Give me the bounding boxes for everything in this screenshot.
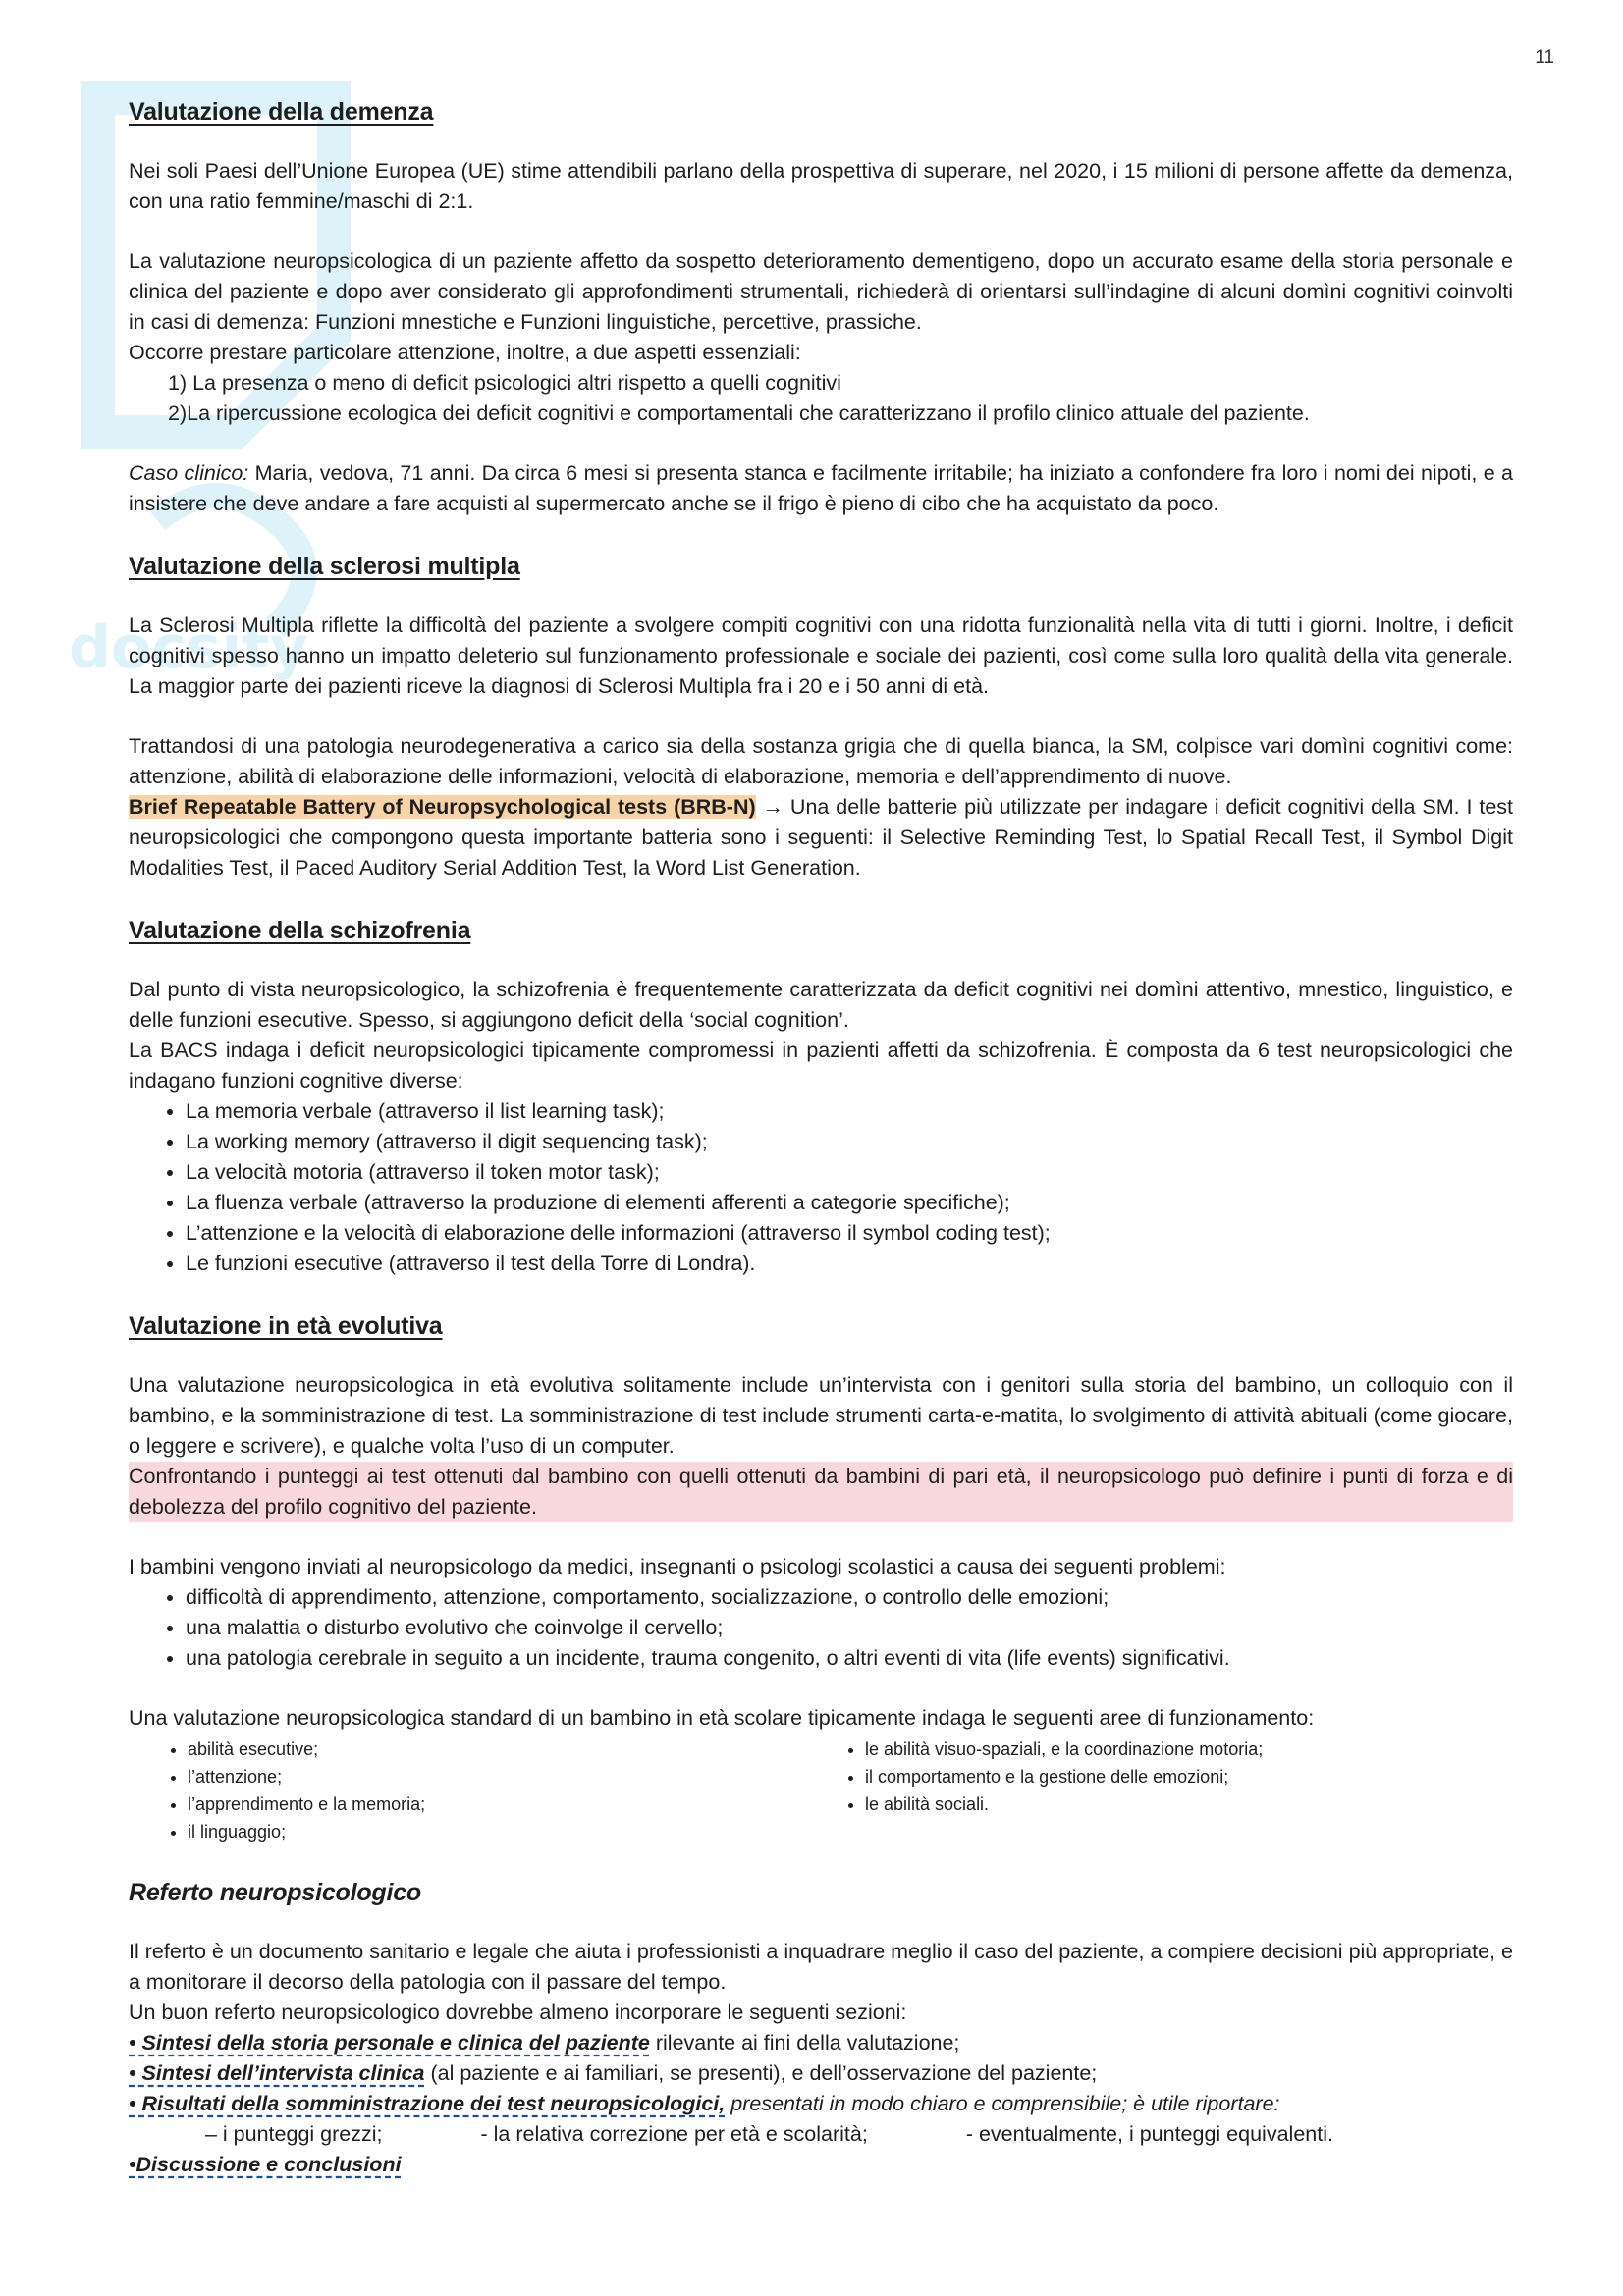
paragraph: Occorre prestare particolare attenzione, inoltre, a due aspetti essenziali: [129, 341, 801, 364]
paragraph: La Sclerosi Multipla riflette la difficoltà del paziente a svolgere compiti cognitivi con una ridotta funzionalità nella vita di tutti i giorni. Inoltre, i deficit cognitivi spesso hanno un impatto deleterio sul funzionamento professionale e sociale dei pazienti, così come sulla loro qualità della vita generale. La maggior parte dei pazienti riceve la diagnosi di Sclerosi Multipla fra i 20 e i 50 anni di età. [129, 614, 1513, 698]
equivalent-scores: - eventualmente, i punteggi equivalenti. [965, 2122, 1333, 2146]
report-item-text: (al paziente e ai familiari, se presenti), e dell’osservazione del paziente; [424, 2061, 1098, 2085]
case-text: Maria, vedova, 71 anni. Da circa 6 mesi si presenta stanca e facilmente irritabile; ha iniziato a confondere fra loro i nomi dei nipoti, e a insistere che deve andare a fare acquisti al supermercato anche se il frigo è pieno di cibo che ha acquistato da poco. [129, 461, 1513, 515]
report-item-title: • Sintesi della storia personale e clinica del paziente [129, 2031, 650, 2055]
report-item-title: •Discussione e conclusioni [129, 2153, 402, 2176]
list-item: • l’apprendimento e la memoria; [188, 1790, 836, 1818]
paragraph: Dal punto di vista neuropsicologico, la schizofrenia è frequentemente caratterizzata da deficit cognitivi nei domìni attentivo, mnestico, linguistico, e delle funzioni esecutive. Spesso, si aggiungono deficit della ‘social cognition’. [129, 978, 1513, 1032]
report-item-text: rilevante ai fini della valutazione; [649, 2031, 960, 2055]
section-dementia [129, 98, 1513, 519]
case-paragraph [129, 458, 1513, 519]
age-correction: - la relativa correzione per età e scolarità; [480, 2122, 868, 2146]
paragraph: La valutazione neuropsicologica di un paziente affetto da sospetto deterioramento dementigeno, dopo un accurato esame della storia personale e clinica del paziente e dopo aver considerato gli approfondimenti strumentali, richiederà di orientarsi sull’indagine di alcuni domìni cognitivi coinvolti in casi di demenza: Funzioni mnestiche e Funzioni linguistiche, percettive, prassiche. [129, 249, 1513, 334]
areas-right-list [836, 1735, 1513, 1845]
list-item: • La fluenza verbale (attraverso la produzione di elementi afferenti a categorie specifiche); [186, 1188, 1513, 1218]
section-title: Valutazione della schizofrenia [129, 917, 471, 944]
report-item-title: • Risultati della somministrazione dei test neuropsicologici, [129, 2092, 726, 2115]
paragraph: Confrontando i punteggi ai test ottenuti dal bambino con quelli ottenuti da bambini di pari età, il neuropsicologo può definire i punti di forza e di debolezza del profilo cognitivo del paziente. [129, 1462, 1513, 1522]
list-item: • le abilità visuo-spaziali, e la coordinazione motoria; [865, 1735, 1513, 1763]
paragraph: Trattandosi di una patologia neurodegenerativa a carico sia della sostanza grigia che di quella bianca, la SM, colpisce vari domìni cognitivi come: attenzione, abilità di elaborazione delle informazioni, velocità di elaborazione, memoria e dell’apprendimento di nuove. [129, 734, 1513, 788]
paragraph: La BACS indaga i deficit neuropsicologici tipicamente compromessi in pazienti affetti da schizofrenia. È composta da 6 test neuropsicologici che indagano funzioni cognitive diverse: [129, 1039, 1513, 1093]
section-schizophrenia [129, 917, 1513, 1279]
section-report [129, 1879, 1513, 2180]
list-item: 2)La ripercussione ecologica dei deficit cognitivi e comportamentali che caratterizzano il profilo clinico attuale del paziente. [168, 401, 1310, 425]
areas-columns [129, 1735, 1513, 1845]
list-item: • l’attenzione; [188, 1763, 836, 1790]
list-item: • il comportamento e la gestione delle emozioni; [865, 1763, 1513, 1790]
document-body [129, 98, 1513, 2214]
section-title: Referto neuropsicologico [129, 1879, 422, 1906]
paragraph: I bambini vengono inviati al neuropsicologo da medici, insegnanti o psicologi scolastici a causa dei seguenti problemi: [129, 1555, 1226, 1578]
list-item: • La velocità motoria (attraverso il token motor task); [186, 1157, 1513, 1188]
problems-list [129, 1582, 1513, 1674]
list-item: • Le funzioni esecutive (attraverso il test della Torre di Londra). [186, 1249, 1513, 1279]
list-item: • difficoltà di apprendimento, attenzione, comportamento, socializzazione, o controllo delle emozioni; [186, 1582, 1513, 1613]
list-item: • La memoria verbale (attraverso il list learning task); [186, 1096, 1513, 1127]
numbered-list [129, 368, 1513, 429]
case-label: Caso clinico: [129, 461, 249, 485]
brbn-paragraph [129, 792, 1513, 883]
section-ms [129, 553, 1513, 883]
report-section-item [129, 2089, 1513, 2119]
report-section-item [129, 2150, 1513, 2180]
list-item: 1) La presenza o meno di deficit psicologici altri rispetto a quelli cognitivi [168, 371, 841, 395]
report-item-text: presentati in modo chiaro e comprensibile; è utile riportare: [725, 2092, 1280, 2115]
watermark-text: docsity [69, 614, 308, 682]
list-item: • La working memory (attraverso il digit sequencing task); [186, 1127, 1513, 1157]
scores-row [129, 2119, 1513, 2150]
page-number: 11 [1535, 47, 1554, 68]
paragraph: Un buon referto neuropsicologico dovrebbe almeno incorporare le seguenti sezioni: [129, 2001, 907, 2024]
report-item-title: • Sintesi dell’intervista clinica [129, 2061, 425, 2085]
report-section-item [129, 2028, 1513, 2058]
section-title: Valutazione in età evolutiva [129, 1312, 443, 1340]
bacs-list [129, 1096, 1513, 1279]
list-item: • L’attenzione e la velocità di elaborazione delle informazioni (attraverso il symbol coding test); [186, 1218, 1513, 1249]
areas-left-list [129, 1735, 836, 1845]
section-title: Valutazione della demenza [129, 98, 434, 126]
section-title: Valutazione della sclerosi multipla [129, 553, 520, 580]
paragraph: Il referto è un documento sanitario e legale che aiuta i professionisti a inquadrare meglio il caso del paziente, a compiere decisioni più appropriate, e a monitorare il decorso della patologia con il passare del tempo. [129, 1940, 1513, 1994]
list-item: • le abilità sociali. [865, 1790, 1513, 1818]
list-item: • abilità esecutive; [188, 1735, 836, 1763]
list-item: • il linguaggio; [188, 1818, 836, 1845]
section-developmental [129, 1312, 1513, 1845]
raw-scores: – i punteggi grezzi; [205, 2122, 383, 2146]
list-item: • una patologia cerebrale in seguito a un incidente, trauma congenito, o altri eventi di vita (life events) significativi. [186, 1643, 1513, 1674]
report-section-item [129, 2058, 1513, 2089]
paragraph: Una valutazione neuropsicologica in età evolutiva solitamente include un’intervista con i genitori sulla storia del bambino, un colloquio con il bambino, e la somministrazione di test. La somministrazione di test include strumenti carta-e-matita, lo svolgimento di attività abituali (come giocare, o leggere e scrivere), e qualche volta l’uso di un computer. [129, 1373, 1513, 1458]
brbn-text: → Una delle batterie più utilizzate per indagare i deficit cognitivi della SM. I test neuropsicologici che compongono questa importante batteria sono i seguenti: il Selective Reminding Test, lo Spatial Recall Test, il Symbol Digit Modalities Test, il Paced Auditory Serial Addition Test, la Word List Generation. [129, 795, 1513, 880]
paragraph: Nei soli Paesi dell’Unione Europea (UE) stime attendibili parlano della prospettiva di superare, nel 2020, i 15 milioni di persone affette da demenza, con una ratio femmine/maschi di 2:1. [129, 159, 1513, 213]
list-item: • una malattia o disturbo evolutivo che coinvolge il cervello; [186, 1613, 1513, 1643]
brbn-label: Brief Repeatable Battery of Neuropsychological tests (BRB-N) [129, 795, 756, 819]
paragraph: Una valutazione neuropsicologica standard di un bambino in età scolare tipicamente indaga le seguenti aree di funzionamento: [129, 1706, 1315, 1730]
